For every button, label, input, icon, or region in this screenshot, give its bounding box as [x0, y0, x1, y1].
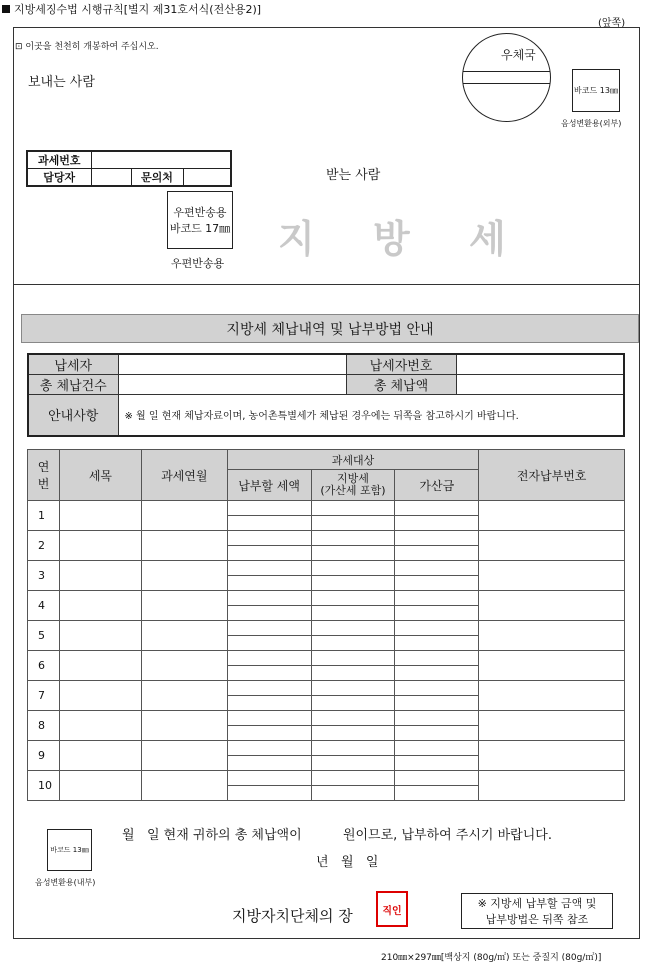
row-addition	[395, 681, 479, 696]
col-seq-header: 연 번	[28, 450, 60, 501]
col-item-header: 세목	[59, 450, 141, 501]
row-addition	[395, 501, 479, 516]
row-epay	[479, 651, 625, 681]
guide-text: ※ 월 일 현재 체납자료이며, 농어촌특별세가 체납된 경우에는 뒤쪽을 참고하시기 바랍니다.	[118, 395, 624, 436]
postal-mark-label: 우체국	[501, 48, 536, 62]
row-local-2	[311, 516, 395, 531]
row-due-2	[227, 516, 311, 531]
row-local	[311, 591, 395, 606]
tax-no-value	[91, 151, 231, 169]
row-seq: 9	[28, 741, 60, 771]
row-period	[141, 531, 227, 561]
row-addition-2	[395, 516, 479, 531]
row-addition	[395, 651, 479, 666]
page-side: (앞쪽)	[598, 18, 626, 29]
row-addition	[395, 711, 479, 726]
total-count-label: 총 체납건수	[28, 375, 118, 395]
tax-no-label: 과세번호	[27, 151, 91, 169]
row-addition-2	[395, 606, 479, 621]
back-note-line2: 납부방법은 뒤쪽 참조	[485, 913, 589, 926]
row-local-2	[311, 786, 395, 801]
barcode-13-label: 바코드 13㎜	[574, 86, 618, 95]
row-period	[141, 561, 227, 591]
row-epay	[479, 771, 625, 801]
officer-value	[91, 169, 131, 187]
row-addition	[395, 531, 479, 546]
row-addition	[395, 561, 479, 576]
row-addition	[395, 771, 479, 786]
col-due-header: 납부할 세액	[227, 470, 311, 501]
row-addition-2	[395, 666, 479, 681]
row-seq: 6	[28, 651, 60, 681]
row-due	[227, 741, 311, 756]
row-period	[141, 621, 227, 651]
back-note-box	[461, 893, 613, 929]
barcode-13-caption: 음성변환용(외부)	[561, 119, 622, 128]
total-amount-value	[456, 375, 624, 395]
footer-barcode-box	[47, 829, 92, 871]
big-title-char-1: 지	[278, 217, 315, 261]
row-addition-2	[395, 726, 479, 741]
row-due	[227, 621, 311, 636]
table-row	[28, 591, 625, 606]
table-row	[28, 621, 625, 636]
sender-label: 보내는 사람	[28, 75, 95, 90]
taxpayer-no-value	[456, 354, 624, 375]
row-local-2	[311, 606, 395, 621]
row-addition-2	[395, 696, 479, 711]
row-local	[311, 531, 395, 546]
row-addition-2	[395, 786, 479, 801]
row-due-2	[227, 546, 311, 561]
row-addition-2	[395, 546, 479, 561]
row-period	[141, 681, 227, 711]
row-seq: 8	[28, 711, 60, 741]
row-local-2	[311, 576, 395, 591]
row-due-2	[227, 576, 311, 591]
total-count-value	[118, 375, 346, 395]
row-seq: 2	[28, 531, 60, 561]
row-seq: 10	[28, 771, 60, 801]
row-due-2	[227, 786, 311, 801]
total-amount-label: 총 체납액	[346, 375, 456, 395]
row-local	[311, 711, 395, 726]
row-epay	[479, 741, 625, 771]
table-row	[28, 531, 625, 546]
date-text: 년 월 일	[316, 855, 379, 870]
row-addition	[395, 591, 479, 606]
guide-label: 안내사항	[28, 395, 118, 436]
amount-text: 월 일 현재 귀하의 총 체납액이 원이므로, 납부하여 주시기 바랍니다.	[122, 828, 552, 843]
row-epay	[479, 681, 625, 711]
table-row	[28, 681, 625, 696]
postal-mark	[462, 33, 551, 122]
row-epay	[479, 621, 625, 651]
envelope-icon: ⊡	[15, 42, 23, 52]
row-local-2	[311, 756, 395, 771]
row-item	[59, 501, 141, 531]
row-epay	[479, 501, 625, 531]
col-epay-header: 전자납부번호	[479, 450, 625, 501]
row-due-2	[227, 666, 311, 681]
row-local-2	[311, 666, 395, 681]
row-due-2	[227, 726, 311, 741]
col-addition-header: 가산금	[395, 470, 479, 501]
row-due-2	[227, 606, 311, 621]
table-row	[28, 501, 625, 516]
row-local	[311, 741, 395, 756]
row-seq: 1	[28, 501, 60, 531]
row-epay	[479, 591, 625, 621]
row-seq: 5	[28, 621, 60, 651]
table-row	[28, 711, 625, 726]
barcode-13-box	[572, 69, 620, 112]
arrears-table	[27, 449, 625, 801]
row-period	[141, 651, 227, 681]
table-row	[28, 741, 625, 756]
return-barcode-line2: 바코드 17㎜	[169, 222, 231, 235]
row-item	[59, 591, 141, 621]
row-item	[59, 711, 141, 741]
row-addition-2	[395, 576, 479, 591]
form-title: 지방세징수법 시행규칙[별지 제31호서식(전산용2)]	[2, 1, 261, 17]
row-local	[311, 681, 395, 696]
big-title-char-3: 세	[469, 217, 506, 261]
row-local-2	[311, 636, 395, 651]
row-seq: 3	[28, 561, 60, 591]
row-due	[227, 711, 311, 726]
row-item	[59, 651, 141, 681]
taxpayer-info-table	[27, 353, 625, 437]
footer-barcode-label: 바코드 13㎜	[50, 846, 89, 854]
row-due	[227, 681, 311, 696]
row-seq: 4	[28, 591, 60, 621]
col-target-header: 과세대상	[227, 450, 479, 470]
taxpayer-value	[118, 354, 346, 375]
row-due	[227, 771, 311, 786]
row-item	[59, 681, 141, 711]
row-addition	[395, 741, 479, 756]
row-due-2	[227, 696, 311, 711]
row-addition	[395, 621, 479, 636]
row-item	[59, 771, 141, 801]
row-due	[227, 531, 311, 546]
paper-spec: 210㎜×297㎜[백상지 (80g/㎡) 또는 중질지 (80g/㎡)]	[381, 953, 602, 963]
issuer-name: 지방자치단체의 장	[232, 907, 353, 925]
notice-banner: 지방세 체납내역 및 납부방법 안내	[21, 314, 639, 343]
footer-barcode-caption: 음성변환용(내부)	[35, 878, 96, 887]
row-local	[311, 561, 395, 576]
official-seal: 직인	[376, 891, 408, 927]
contact-label: 문의처	[131, 169, 183, 187]
row-item	[59, 531, 141, 561]
row-period	[141, 771, 227, 801]
officer-label: 담당자	[27, 169, 91, 187]
square-bullet-icon	[2, 5, 10, 13]
row-item	[59, 741, 141, 771]
row-period	[141, 591, 227, 621]
row-local	[311, 621, 395, 636]
table-row	[28, 561, 625, 576]
row-local	[311, 651, 395, 666]
taxpayer-no-label: 납세자번호	[346, 354, 456, 375]
col-local-header: 지방세 (가산세 포함)	[311, 470, 395, 501]
big-title-char-2: 방	[373, 217, 410, 261]
row-period	[141, 711, 227, 741]
row-due	[227, 591, 311, 606]
row-item	[59, 621, 141, 651]
taxpayer-label: 납세자	[28, 354, 118, 375]
return-barcode-box	[167, 191, 233, 249]
fold-line	[13, 284, 640, 285]
back-note-line1: ※ 지방세 납부할 금액 및	[477, 897, 597, 910]
row-local	[311, 501, 395, 516]
return-barcode-line1: 우편반송용	[173, 206, 227, 219]
open-notice: ⊡ 이곳을 천천히 개봉하여 주십시오.	[15, 42, 159, 52]
row-local-2	[311, 696, 395, 711]
row-due	[227, 501, 311, 516]
row-addition-2	[395, 636, 479, 651]
row-local-2	[311, 726, 395, 741]
return-caption: 우편반송용	[171, 257, 225, 270]
row-period	[141, 741, 227, 771]
row-period	[141, 501, 227, 531]
table-row	[28, 771, 625, 786]
tax-number-box	[26, 150, 232, 187]
row-epay	[479, 711, 625, 741]
row-local	[311, 771, 395, 786]
receiver-label: 받는 사람	[326, 168, 381, 183]
row-due	[227, 651, 311, 666]
row-due-2	[227, 636, 311, 651]
row-seq: 7	[28, 681, 60, 711]
table-row	[28, 651, 625, 666]
row-local-2	[311, 546, 395, 561]
row-addition-2	[395, 756, 479, 771]
contact-value	[183, 169, 231, 187]
row-epay	[479, 561, 625, 591]
row-due-2	[227, 756, 311, 771]
row-due	[227, 561, 311, 576]
row-epay	[479, 531, 625, 561]
row-item	[59, 561, 141, 591]
col-period-header: 과세연월	[141, 450, 227, 501]
